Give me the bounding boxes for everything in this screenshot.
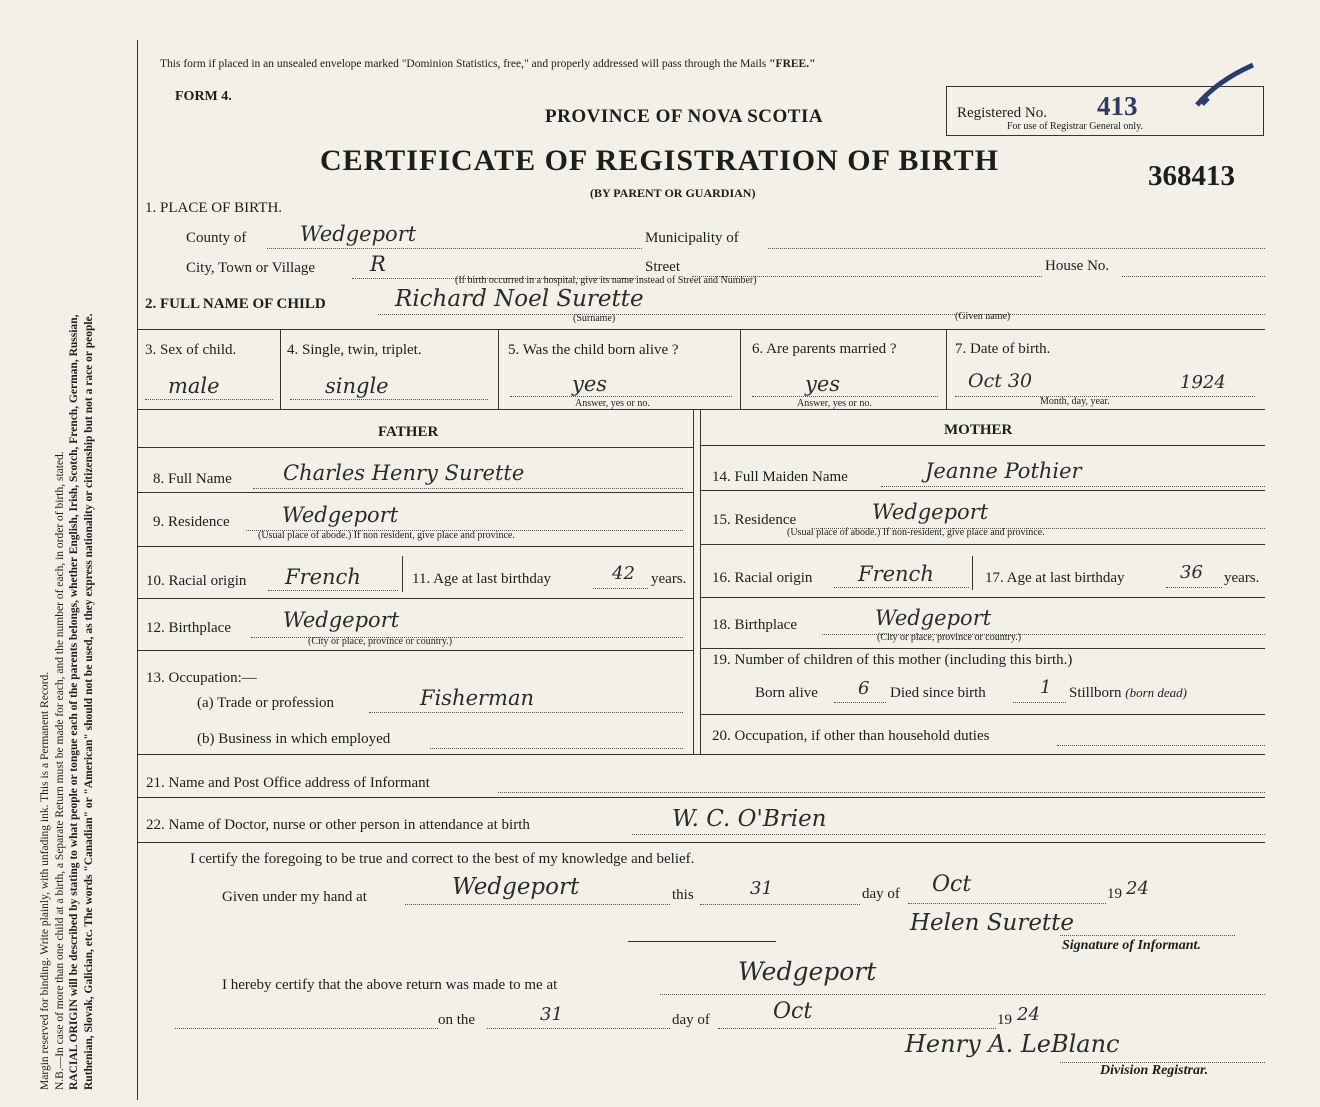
given-year-prefix: 19 [1107, 886, 1122, 902]
trade-label: (a) Trade or profession [197, 695, 335, 711]
informant-signature: Helen Surette [910, 910, 1075, 936]
margin-line-2: N.B.—In case of more than one child at a birth, a Separate Return must be made for each, and the number of each, in order of birth, stated. [53, 451, 66, 1090]
mother-age-value: 36 [1180, 562, 1203, 583]
street-label: Street [645, 259, 680, 275]
father-race-value: French [285, 565, 361, 589]
child-name-label: 2. FULL NAME OF CHILD [145, 296, 326, 312]
day-of-label: day of [862, 886, 900, 902]
died-since-birth-value: 1 [1040, 677, 1052, 698]
date-of-birth-year: 1924 [1180, 372, 1226, 393]
informant-label: 21. Name and Post Office address of Informant [146, 775, 430, 791]
mother-birthplace-note: (City or place, province or country.) [877, 632, 1022, 643]
mother-name-label: 14. Full Maiden Name [712, 469, 848, 485]
child-name-value: Richard Noel Surette [395, 286, 644, 312]
father-birthplace-note: (City or place, province or country.) [308, 636, 453, 647]
father-residence-value: Wedgeport [282, 503, 399, 527]
place-heading: 1. PLACE OF BIRTH. [145, 200, 283, 216]
mail-note: This form if placed in an unsealed envelope marked "Dominion Statistics, free," and properly addressed will pass through the Mails "FREE." [160, 58, 816, 70]
father-name-value: Charles Henry Surette [283, 461, 525, 485]
sex-label: 3. Sex of child. [145, 342, 237, 358]
born-alive-count-value: 6 [858, 678, 870, 699]
sex-value: male [168, 374, 220, 398]
surname-note: (Surname) [573, 313, 616, 324]
mother-birthplace-value: Wedgeport [875, 606, 992, 630]
born-alive-value: yes [572, 372, 608, 396]
registrar-label: Division Registrar. [1100, 1063, 1209, 1078]
married-note: Answer, yes or no. [797, 398, 872, 409]
given-at-label: Given under my hand at [222, 889, 367, 905]
mother-race-value: French [858, 562, 934, 586]
on-the-label: on the [438, 1012, 476, 1028]
mother-residence-value: Wedgeport [872, 500, 989, 524]
house-label: House No. [1045, 258, 1110, 274]
doctor-label: 22. Name of Doctor, nurse or other person in attendance at birth [146, 817, 530, 833]
doctor-value: W. C. O'Brien [672, 806, 827, 832]
occupation-label: 13. Occupation:— [146, 670, 257, 686]
mother-occupation-label: 20. Occupation, if other than household duties [712, 728, 990, 744]
children-count-label: 19. Number of children of this mother (including this birth.) [712, 652, 1073, 668]
father-birthplace-value: Wedgeport [283, 608, 400, 632]
return-year-prefix: 19 [997, 1012, 1012, 1028]
married-value: yes [805, 372, 841, 396]
born-alive-count-label: Born alive [755, 685, 818, 701]
given-year: 24 [1126, 878, 1149, 899]
father-age-label: 11. Age at last birthday [412, 571, 551, 587]
registered-number-box [946, 86, 1264, 136]
father-race-label: 10. Racial origin [146, 573, 247, 589]
father-residence-label: 9. Residence [153, 514, 230, 530]
given-name-note: (Given name) [955, 311, 1011, 322]
registered-note: For use of Registrar General only. [1007, 121, 1143, 132]
municipality-label: Municipality of [645, 230, 739, 246]
father-residence-note: (Usual place of abode.) If non resident, give place and province. [258, 530, 515, 541]
return-made-label: I hereby certify that the above return was made to me at [222, 977, 558, 993]
father-name-label: 8. Full Name [153, 471, 232, 487]
informant-signature-label: Signature of Informant. [1062, 938, 1201, 953]
city-label: City, Town or Village [186, 260, 316, 276]
province-heading: PROVINCE OF NOVA SCOTIA [545, 106, 824, 127]
date-of-birth-label: 7. Date of birth. [955, 341, 1051, 357]
registrar-signature: Henry A. LeBlanc [905, 1030, 1120, 1058]
trade-value: Fisherman [420, 686, 535, 710]
hospital-note: (If birth occurred in a hospital, give its name instead of Street and Number) [455, 275, 757, 286]
mother-age-unit: years. [1224, 570, 1260, 586]
return-day: 31 [540, 1004, 563, 1025]
mother-age-label: 17. Age at last birthday [985, 570, 1125, 586]
city-value: R [370, 252, 386, 276]
given-month: Oct [932, 872, 972, 897]
margin-line-3: RACIAL ORIGIN will be described by stating to what people or tongue each of the parents belongs, whether English, Irish, Scotch, French, German, Russian, [68, 314, 80, 1090]
father-birthplace-label: 12. Birthplace [146, 620, 231, 636]
form-number: FORM 4. [175, 89, 232, 104]
born-alive-label: 5. Was the child born alive ? [508, 342, 679, 358]
county-label: County of [186, 230, 247, 246]
margin-notes [38, 40, 96, 1090]
this-label: this [672, 887, 694, 903]
died-since-birth-label: Died since birth [890, 685, 986, 701]
certificate-subtitle: (BY PARENT OR GUARDIAN) [590, 186, 756, 200]
mother-race-label: 16. Racial origin [712, 570, 813, 586]
binding-line [137, 40, 138, 1100]
father-heading: FATHER [378, 424, 439, 440]
registered-value: 413 [1097, 91, 1138, 121]
county-value: Wedgeport [300, 222, 417, 246]
margin-line-1: Margin reserved for binding. Write plainly, with unfading ink. This is a Permanent Record. [39, 671, 51, 1090]
certify-statement: I certify the foregoing to be true and correct to the best of my knowledge and belief. [190, 851, 695, 867]
certificate-number: 368413 [1148, 160, 1235, 192]
mother-residence-note: (Usual place of abode.) If non-resident, give place and province. [787, 527, 1045, 538]
return-year: 24 [1017, 1004, 1040, 1025]
stillborn-label: Stillborn (born dead) [1069, 685, 1188, 701]
return-month: Oct [773, 999, 813, 1024]
given-at-place: Wedgeport [452, 874, 580, 900]
mother-birthplace-label: 18. Birthplace [712, 617, 797, 633]
mother-heading: MOTHER [944, 422, 1013, 438]
father-age-unit: years. [651, 571, 687, 587]
mother-name-value: Jeanne Pothier [925, 459, 1082, 483]
married-label: 6. Are parents married ? [752, 341, 897, 357]
return-day-of-label: day of [672, 1012, 710, 1028]
plurality-value: single [325, 374, 389, 398]
ink-mark-icon [1187, 61, 1257, 111]
margin-line-4: Ruthenian, Slovak, Galician, etc. The words "Canadian" or "American" should not be used, as they express nationality or citizenship but not a race or people. [82, 313, 95, 1090]
born-alive-note: Answer, yes or no. [575, 398, 650, 409]
mother-residence-label: 15. Residence [712, 512, 797, 528]
certificate-title: CERTIFICATE OF REGISTRATION OF BIRTH [320, 144, 999, 177]
business-label: (b) Business in which employed [197, 731, 391, 747]
date-of-birth-month-day: Oct 30 [968, 370, 1033, 392]
return-place: Wedgeport [738, 957, 877, 986]
plurality-label: 4. Single, twin, triplet. [287, 342, 422, 358]
date-of-birth-note: Month, day, year. [1040, 396, 1110, 407]
father-age-value: 42 [612, 563, 635, 584]
given-day: 31 [750, 878, 773, 899]
registered-label: Registered No. [957, 105, 1047, 121]
